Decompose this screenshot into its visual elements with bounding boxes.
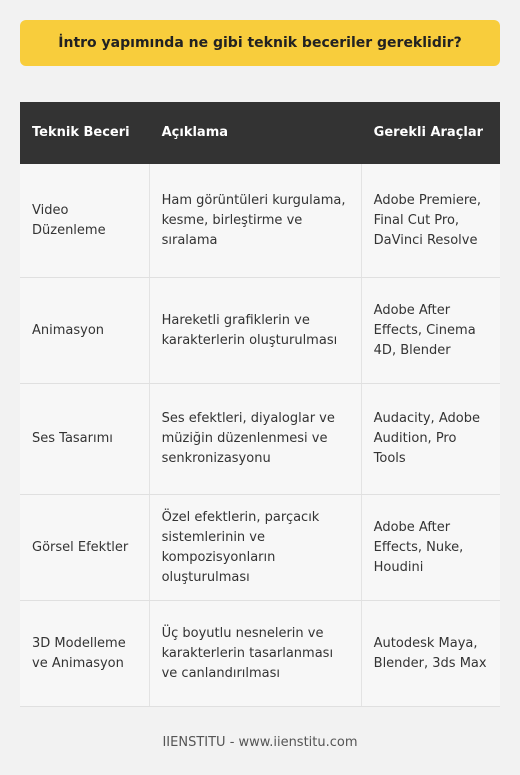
- table-row: [20, 495, 500, 601]
- header-technical-skill: Teknik Beceri: [20, 102, 149, 164]
- table-header-row: [20, 102, 500, 164]
- skills-table: [20, 102, 500, 707]
- table-row: [20, 601, 500, 707]
- page-title: İntro yapımında ne gibi teknik beceriler gereklidir?: [20, 20, 500, 66]
- skill-cell: Görsel Efektler: [20, 495, 149, 601]
- description-cell: Üç boyutlu nesnelerin ve karakterlerin tasarlanması ve canlandırılması: [149, 601, 361, 707]
- footer-credit: IIENSTITU - www.iienstitu.com: [162, 735, 358, 750]
- description-cell: Ses efektleri, diyaloglar ve müziğin düzenlenmesi ve senkronizasyonu: [149, 384, 361, 495]
- table-row: [20, 164, 500, 278]
- table-row: [20, 278, 500, 384]
- tools-cell: Adobe Premiere, Final Cut Pro, DaVinci Resolve: [361, 164, 500, 278]
- description-cell: Hareketli grafiklerin ve karakterlerin oluşturulması: [149, 278, 361, 384]
- skill-cell: Ses Tasarımı: [20, 384, 149, 495]
- tools-cell: Autodesk Maya, Blender, 3ds Max: [361, 601, 500, 707]
- tools-cell: Adobe After Effects, Cinema 4D, Blender: [361, 278, 500, 384]
- tools-cell: Audacity, Adobe Audition, Pro Tools: [361, 384, 500, 495]
- description-cell: Ham görüntüleri kurgulama, kesme, birleştirme ve sıralama: [149, 164, 361, 278]
- header-required-tools: Gerekli Araçlar: [361, 102, 500, 164]
- tools-cell: Adobe After Effects, Nuke, Houdini: [361, 495, 500, 601]
- description-cell: Özel efektlerin, parçacık sistemlerinin ve kompozisyonların oluşturulması: [149, 495, 361, 601]
- skill-cell: Animasyon: [20, 278, 149, 384]
- skill-cell: 3D Modelleme ve Animasyon: [20, 601, 149, 707]
- skill-cell: Video Düzenleme: [20, 164, 149, 278]
- header-description: Açıklama: [149, 102, 361, 164]
- table-row: [20, 384, 500, 495]
